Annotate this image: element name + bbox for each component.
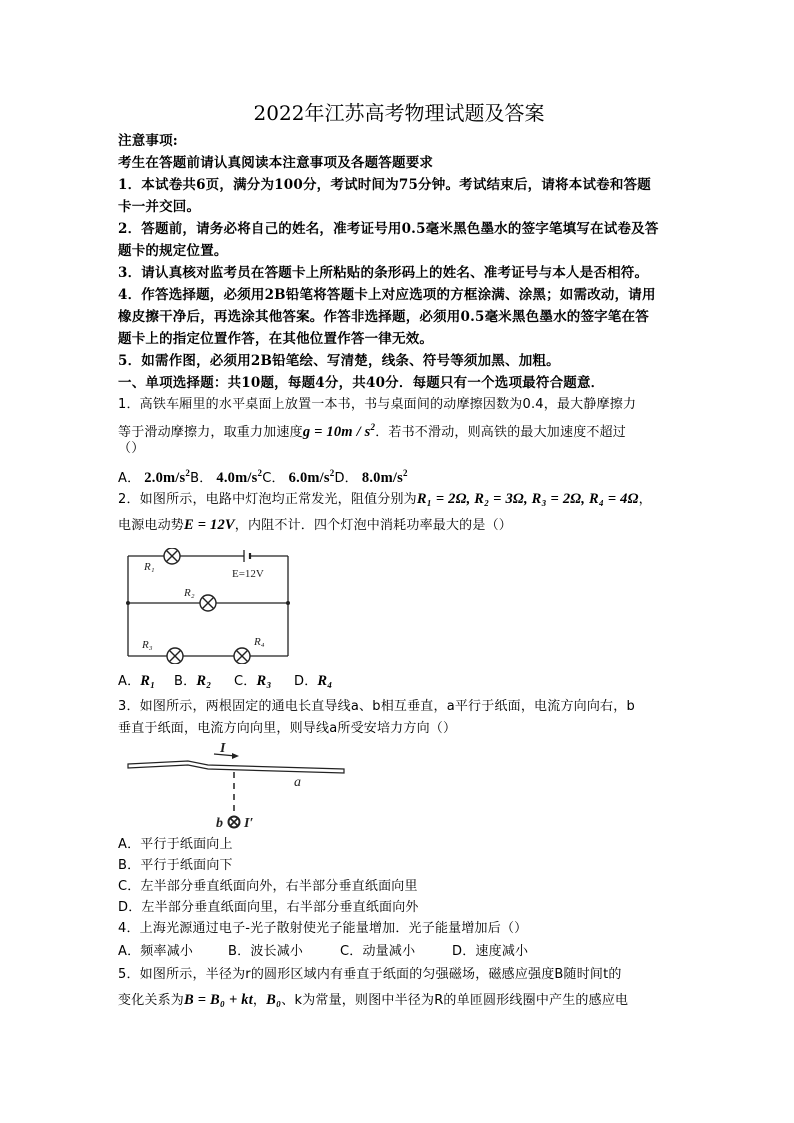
notice-item: 4．作答选择题，必须用2B铅笔将答题卡上对应选项的方框涂满、涂黑；如需改动，请用 [118,287,656,303]
option-a: A．R₁ [118,673,156,689]
label-current-b: I′ [244,816,254,831]
question-5-line: 变化关系为B = B₀ + kt，B₀、k为常量，则图中半径为R的单匝圆形线圈中产生的感应电 [118,992,629,1008]
option-c: C．R₃ [234,673,272,689]
math-expression: B = B₀ + kt [184,992,253,1008]
option-a: A．频率减小 [118,944,194,959]
label-emf: E=12V [232,568,264,580]
section-heading: 一、单项选择题：共10题，每题4分，共40分．每题只有一个选项最符合题意． [118,375,605,391]
label-r3: R₃ [142,639,153,651]
option-c: C．动量减小 [340,944,416,959]
question-3-line: 3．如图所示，两根固定的通电长直导线a、b相互垂直，a平行于纸面，电流方向向右，b [118,699,635,714]
question-3-option-d: D．左半部分垂直纸面向里，右半部分垂直纸面向外 [118,900,419,915]
current-into-page-icon [229,817,240,828]
notice-intro: 考生在答题前请认真阅读本注意事项及各题答题要求 [118,155,434,171]
question-2-options [118,670,333,693]
math-expression: R₁ = 2Ω, R₂ = 3Ω, R₃ = 2Ω, R₄ = 4Ω [416,491,639,507]
question-3-line: 垂直于纸面，电流方向向里，则导线a所受安培力方向（） [118,721,457,736]
question-1-line [118,416,626,444]
question-1-line: （） [118,441,145,456]
question-3-option-a: A．平行于纸面向上 [118,837,233,852]
notice-item: 3．请认真核对监考员在答题卡上所粘贴的条形码上的姓名、准考证号与本人是否相符。 [118,265,649,281]
label-r1: R₁ [144,561,155,573]
notice-item: 5．如需作图，必须用2B铅笔绘、写清楚，线条、符号等须加黑、加粗。 [118,353,560,369]
label-wire-b: b [216,816,223,831]
document-title: 2022年江苏高考物理试题及答案 [253,101,545,125]
notice-item: 题卡的规定位置。 [118,243,228,259]
question-3-option-c: C．左半部分垂直纸面向外，右半部分垂直纸面向里 [118,879,418,894]
question-5-line: 5．如图所示，半径为r的圆形区域内有垂直于纸面的匀强磁场，磁感应强度B随时间t的 [118,967,622,982]
notice-item: 题卡上的指定位置作答，在其他位置作答一律无效。 [118,331,434,347]
option-a: A． $2.0m/s^2$ [118,468,191,486]
question-2-line: 2．如图所示，电路中灯泡均正常发光，阻值分别为R₁ = 2Ω, R₂ = 3Ω, R₃ = 2Ω, R₄ = 4Ω， [118,491,652,507]
notice-item: 卡一并交回。 [118,199,201,215]
text: ．若书不滑动，则高铁的最大加速度不超过 [375,424,626,440]
label-wire-a: a [294,775,301,790]
lamp-icons [164,548,250,664]
option-d: D．速度减小 [452,944,529,959]
option-d: D． $8.0m/s^2$ [334,468,408,486]
math-expression: B₀ [266,992,282,1008]
option-d: D．R₄ [294,673,333,689]
question-1-line: 1．高铁车厢里的水平桌面上放置一本书，书与桌面间的动摩擦因数为0.4，最大静摩擦力 [118,397,637,412]
notice-heading: 注意事项: [118,133,178,149]
question-2-line: 电源电动势E = 12V，内阻不计．四个灯泡中消耗功率最大的是（） [118,517,512,533]
math-expression: $g = 10m / s^2$ [302,422,376,440]
question-4-line: 4．上海光源通过电子-光子散射使光子能量增加．光子能量增加后（） [118,921,528,936]
option-b: B． $4.0m/s^2$ [190,468,263,486]
label-current-a: I [220,742,226,756]
label-r2: R₂ [184,587,195,599]
notice-item: 2．答题前，请务必将自己的姓名，准考证号用0.5毫米黑色墨水的签字笔填写在试卷及答 [118,221,659,237]
question-1-options [118,462,408,490]
question-4-options [118,941,528,963]
option-b: B．R₂ [174,673,212,689]
notice-item: 橡皮擦干净后，再选涂其他答案。作答非选择题，必须用0.5毫米黑色墨水的签字笔在答 [118,309,649,325]
wire-diagram [126,742,346,832]
text: 等于滑动摩擦力，取重力加速度 [118,424,303,440]
label-r4: R₄ [254,636,265,648]
question-3-option-b: B．平行于纸面向下 [118,858,233,873]
option-b: B．波长减小 [228,944,304,959]
circuit-diagram [124,548,294,664]
notice-item: 1．本试卷共6页，满分为100分，考试时间为75分钟。考试结束后，请将本试卷和答题 [118,177,651,193]
math-expression: E = 12V [184,517,235,533]
option-c: C． $6.0m/s^2$ [262,468,335,486]
